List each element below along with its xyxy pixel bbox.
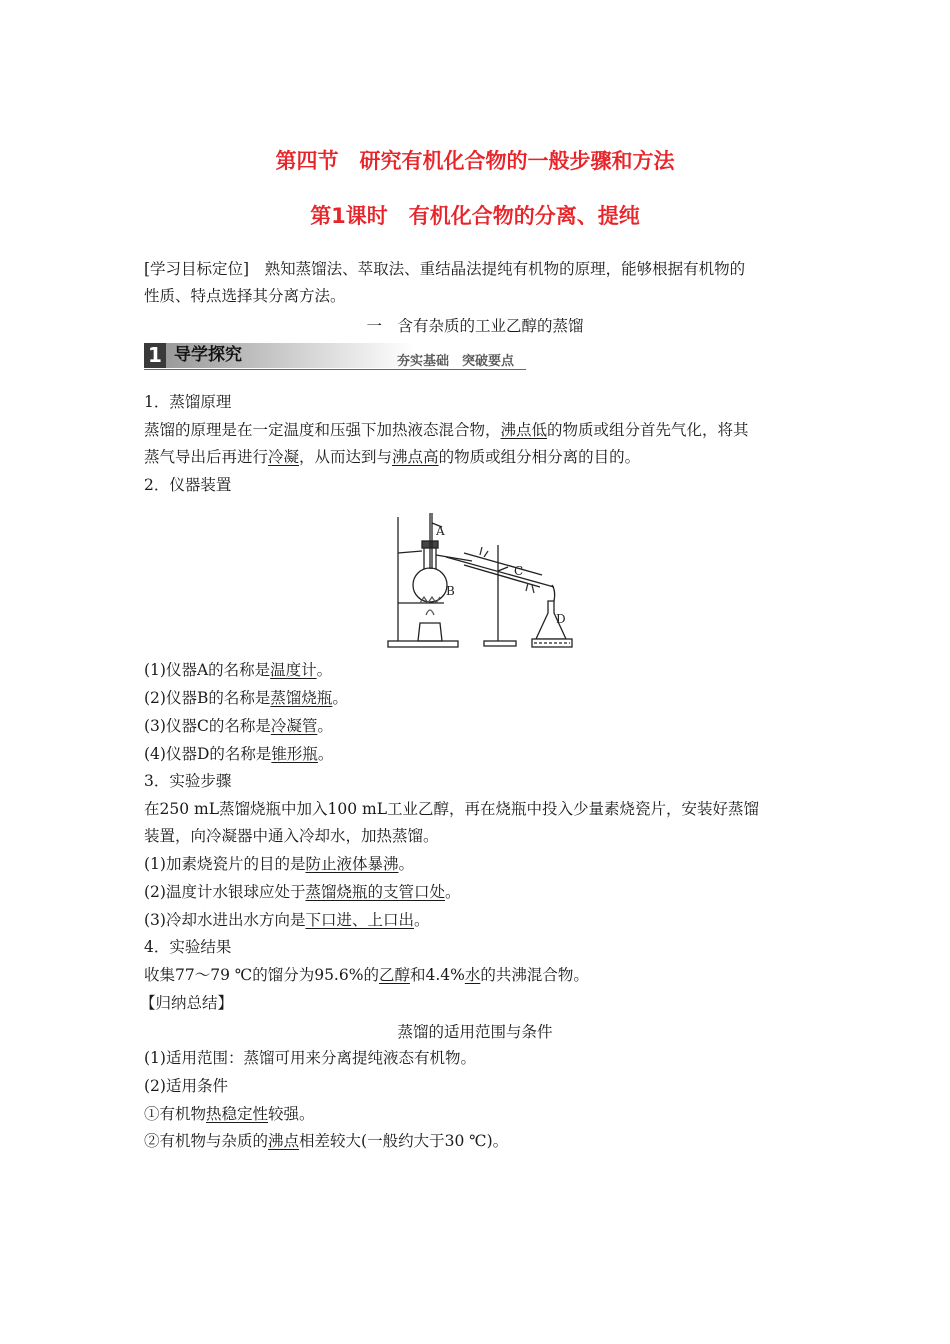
stand-base — [388, 641, 458, 647]
answer-blank: 乙醇 — [378, 966, 410, 984]
condenser — [464, 553, 542, 575]
banner-number: 1 — [144, 343, 166, 368]
text: ②有机物与杂质的 — [144, 1132, 269, 1150]
answer-blank: 热稳定性 — [206, 1105, 269, 1123]
text: (1)仪器A的名称是 — [144, 661, 271, 679]
s1-line-1 — [144, 420, 749, 440]
objective-line-1: [学习目标定位] 熟知蒸馏法、萃取法、重结晶法提纯有机物的原理，能够根据有机物的 — [144, 260, 746, 278]
answer-blank: 防止液体暴沸 — [305, 855, 399, 873]
label-c: C — [514, 564, 524, 578]
section-title: 第四节 研究有机化合物的一般步骤和方法 — [275, 149, 675, 173]
s4-heading: 4．实验结果 — [144, 938, 232, 956]
lesson-title: 第1课时 有机化合物的分离、提纯 — [310, 204, 640, 228]
answer-blank: 温度计 — [270, 661, 317, 679]
text: 。 — [317, 717, 333, 735]
label-d: D — [556, 612, 566, 626]
adapter — [552, 585, 555, 601]
text: 。 — [413, 911, 430, 929]
s2-heading: 2．仪器装置 — [144, 476, 232, 494]
s1-heading: 1．蒸馏原理 — [144, 393, 232, 411]
answer-blank: 沸点低 — [500, 421, 548, 439]
summary-title: 蒸馏的适用范围与条件 — [397, 1023, 553, 1041]
answer-blank: 下口进、上口出 — [305, 911, 414, 929]
s3-line-1: 在250 mL蒸馏烧瓶中加入100 mL工业乙醇，再在烧瓶中投入少量素烧瓷片，安装好蒸馏 — [144, 800, 760, 818]
answer-blank: 沸点高 — [392, 448, 439, 466]
text: ①有机物 — [144, 1105, 207, 1123]
label-a: A — [436, 524, 445, 538]
distilling-flask — [413, 568, 447, 602]
s2-item-4 — [144, 744, 333, 764]
text: 蒸气导出后再进行 — [144, 448, 269, 466]
banner-label: 导学探究 — [166, 343, 414, 368]
text: 的物质或组分相分离的目的。 — [438, 448, 641, 466]
text: 。 — [332, 689, 348, 707]
summary-line-3 — [144, 1104, 315, 1124]
text: 。 — [317, 745, 334, 763]
text: 收集77～79 ℃的馏分为95.6%的 — [144, 966, 379, 984]
text: 。 — [444, 883, 461, 901]
side-arm — [436, 555, 472, 561]
banner-rule — [144, 369, 526, 370]
text: 的共沸混合物。 — [480, 966, 589, 984]
answer-blank: 冷凝管 — [270, 717, 318, 735]
answer-blank: 沸点 — [268, 1132, 300, 1150]
text: (2)温度计水银球应处于 — [144, 883, 306, 901]
guided-inquiry-banner — [144, 340, 526, 370]
text: 较强。 — [268, 1105, 315, 1123]
s2-item-3 — [144, 716, 333, 736]
s2-item-2 — [144, 688, 348, 708]
s3-item-3 — [144, 910, 430, 930]
s3-heading: 3．实验步骤 — [144, 772, 232, 790]
text: (4)仪器D的名称是 — [144, 745, 272, 763]
label-b: B — [446, 584, 455, 598]
banner-subtitle: 夯实基础 突破要点 — [397, 354, 515, 369]
text: 的物质或组分首先气化，将其 — [547, 421, 749, 439]
answer-blank: 冷凝 — [268, 448, 300, 466]
s3-line-2: 装置，向冷凝器中通入冷却水，加热蒸馏。 — [144, 827, 439, 845]
s4-line — [144, 965, 589, 985]
summary-line-1: (1)适用范围：蒸馏可用来分离提纯液态有机物。 — [144, 1049, 476, 1067]
summary-line-2: (2)适用条件 — [144, 1077, 228, 1095]
text: (1)加素烧瓷片的目的是 — [144, 855, 306, 873]
summary-label: 【归纳总结】 — [140, 994, 234, 1012]
text: (3)仪器C的名称是 — [144, 717, 271, 735]
alcohol-burner — [418, 623, 442, 641]
answer-blank: 锥形瓶 — [271, 745, 318, 763]
text: (3)冷却水进出水方向是 — [144, 911, 306, 929]
s3-item-1 — [144, 854, 414, 874]
answer-blank: 水 — [464, 966, 481, 984]
s1-line-2 — [144, 447, 640, 467]
text: 相差较大(一般约大于30 ℃)。 — [299, 1132, 509, 1150]
answer-blank: 蒸馏烧瓶的支管口处 — [305, 883, 445, 901]
answer-blank: 蒸馏烧瓶 — [270, 689, 333, 707]
text: 蒸馏的原理是在一定温度和压强下加热液态混合物， — [144, 421, 501, 439]
section-heading: 一 含有杂质的工业乙醇的蒸馏 — [366, 317, 584, 335]
distillation-apparatus-figure — [384, 505, 574, 655]
summary-line-4 — [144, 1131, 508, 1151]
objective-line-2: 性质、特点选择其分离方法。 — [144, 287, 346, 305]
text: 。 — [398, 855, 414, 873]
text: 和4.4% — [409, 966, 465, 984]
text: 。 — [316, 661, 333, 679]
text: ，从而达到与 — [299, 448, 393, 466]
text: (2)仪器B的名称是 — [144, 689, 271, 707]
s2-item-1 — [144, 660, 332, 680]
s3-item-2 — [144, 882, 461, 902]
